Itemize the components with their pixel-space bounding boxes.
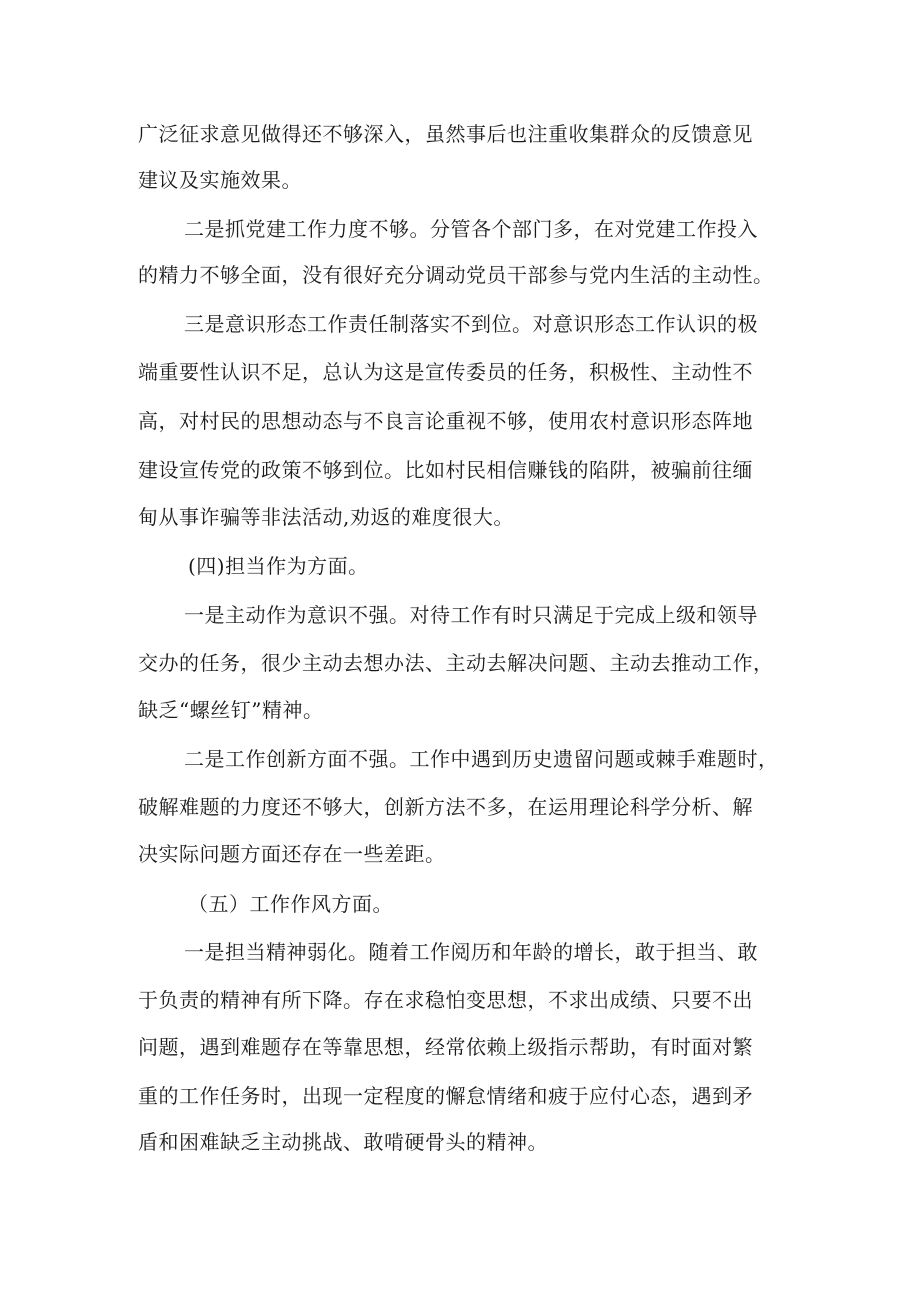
text-line: 重的工作任务时，出现一定程度的懈怠情绪和疲于应付心态，遇到矛 bbox=[138, 1084, 753, 1108]
text-line: 问题，遇到难题存在等靠思想，经常依赖上级指示帮助，有时面对繁 bbox=[138, 1035, 753, 1059]
text-line: 于负责的精神有所下降。存在求稳怕变思想，不求出成绩、只要不出 bbox=[138, 988, 753, 1012]
section-heading: （五）工作作风方面。 bbox=[188, 892, 393, 916]
text-line: 交办的任务，很少主动去想办法、主动去解决问题、主动去推动工作， bbox=[138, 651, 774, 675]
text-line: 一是主动作为意识不强。对待工作有时只满足于完成上级和领导 bbox=[184, 603, 758, 627]
text-line: 建设宣传党的政策不够到位。比如村民相信赚钱的陷阱，被骗前往缅 bbox=[138, 458, 753, 482]
text-line: 盾和困难缺乏主动挑战、敢啃硬骨头的精神。 bbox=[138, 1130, 548, 1154]
text-line: 一是担当精神弱化。随着工作阅历和年龄的增长，敢于担当、敢 bbox=[184, 940, 758, 964]
text-line: 端重要性认识不足，总认为这是宣传委员的任务，积极性、主动性不 bbox=[138, 360, 753, 384]
text-line: 的精力不够全面，没有很好充分调动党员干部参与党内生活的主动性。 bbox=[138, 263, 774, 287]
text-line: 破解难题的力度还不够大，创新方法不多，在运用理论科学分析、解 bbox=[138, 795, 753, 819]
section-heading: (四)担当作为方面。 bbox=[188, 554, 369, 578]
text-line: 高，对村民的思想动态与不良言论重视不够，使用农村意识形态阵地 bbox=[138, 409, 753, 433]
text-line: 二是抓党建工作力度不够。分管各个部门多，在对党建工作投入 bbox=[184, 217, 758, 241]
text-line: 缺乏“螺丝钉”精神。 bbox=[138, 698, 324, 722]
text-line: 三是意识形态工作责任制落实不到位。对意识形态工作认识的极 bbox=[184, 312, 758, 336]
text-line: 决实际问题方面还存在一些差距。 bbox=[138, 842, 446, 866]
text-line: 广泛征求意见做得还不够深入，虽然事后也注重收集群众的反馈意见 bbox=[138, 122, 753, 146]
text-line: 二是工作创新方面不强。工作中遇到历史遗留问题或棘手难题时， bbox=[184, 747, 779, 771]
text-line: 建议及实施效果。 bbox=[138, 168, 302, 192]
text-line: 甸从事诈骗等非法活动,劝返的难度很大。 bbox=[138, 505, 514, 529]
